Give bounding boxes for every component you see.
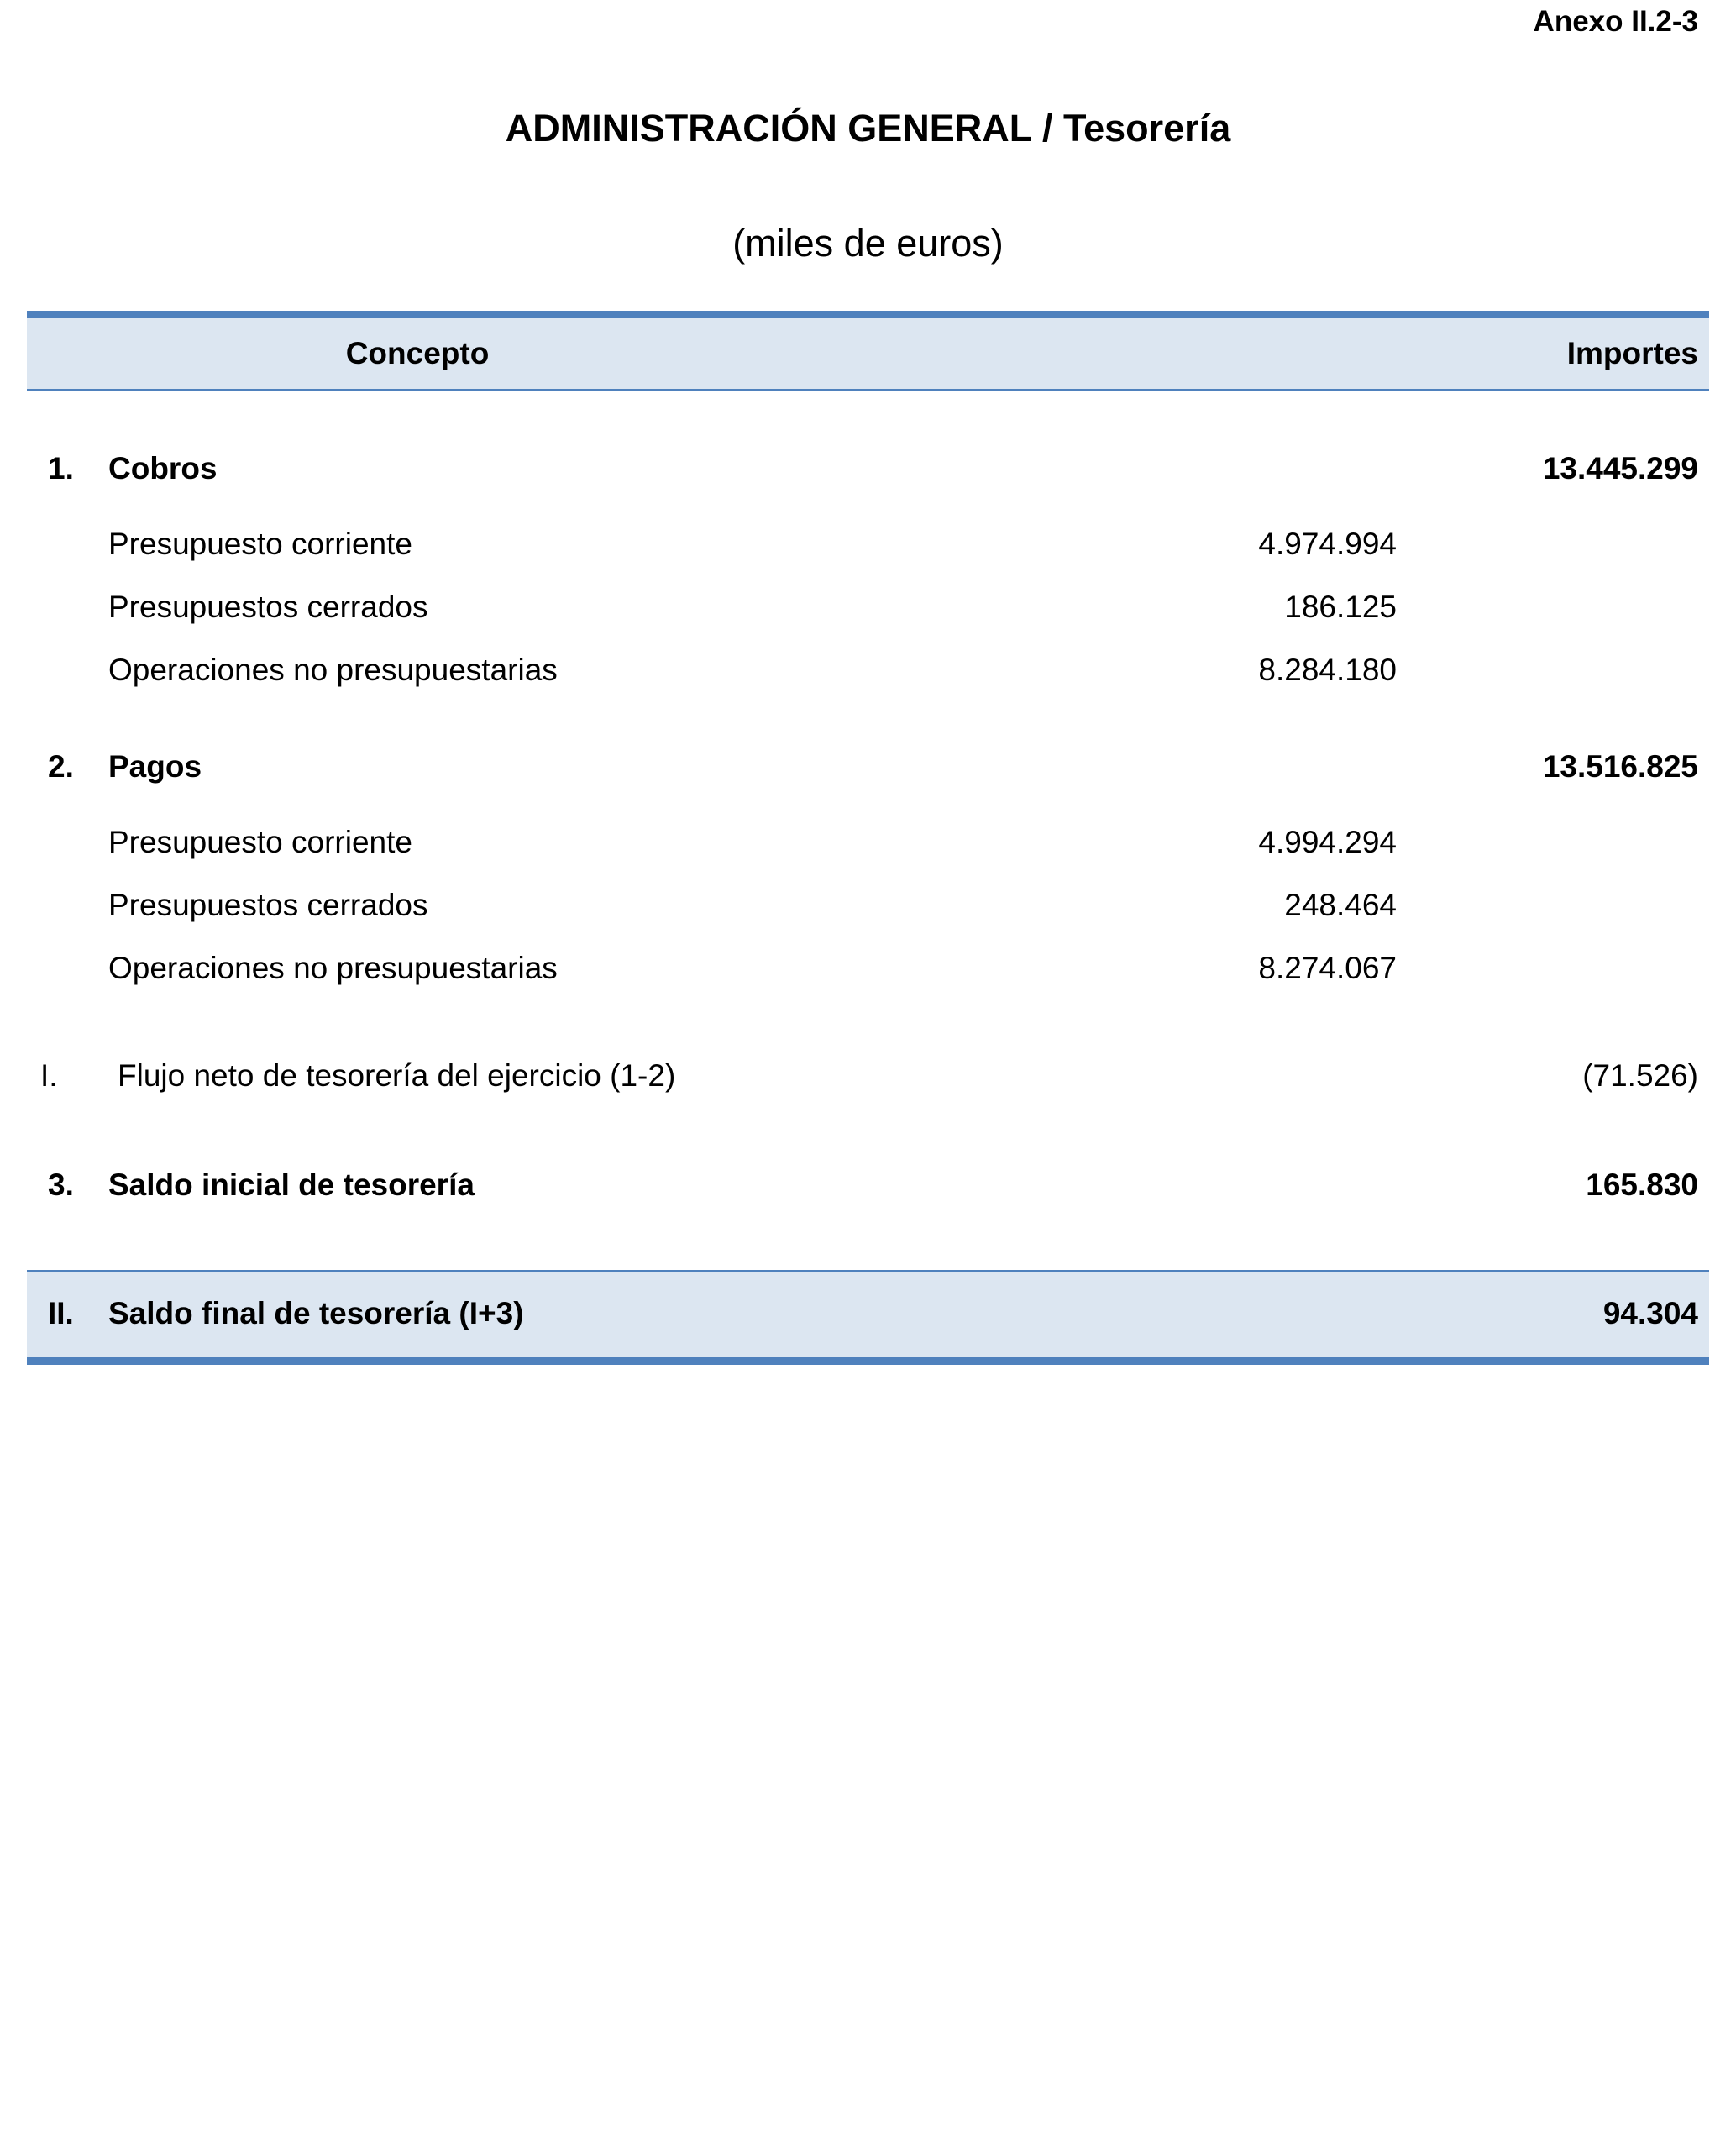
row-total: 165.830 [1586,1167,1698,1202]
row-total: 13.516.825 [1542,749,1698,784]
row-value: 186.125 [1284,590,1397,624]
row-number: 2. [48,749,74,784]
table-header [27,311,1709,391]
row-value: 248.464 [1284,888,1397,922]
row-total: 13.445.299 [1542,451,1698,485]
saldo-final-row [27,1270,1709,1365]
row-label: Saldo inicial de tesorería [108,1167,475,1202]
row-label: Cobros [108,451,218,485]
row-number: 1. [48,451,74,485]
row-value: 4.994.294 [1258,825,1397,859]
row-label: Presupuestos cerrados [108,590,428,624]
row-number: II. [48,1296,74,1330]
header-importes: Importes [1566,336,1698,370]
header-concepto: Concepto [345,336,490,370]
row-label: Flujo neto de tesorería del ejercicio (1-2) [118,1058,676,1093]
page-title: ADMINISTRACIÓN GENERAL / Tesorería [505,107,1231,150]
row-label: Saldo final de tesorería (I+3) [108,1296,524,1330]
row-label: Presupuesto corriente [108,825,412,859]
row-label: Operaciones no presupuestarias [108,951,558,985]
row-value: 4.974.994 [1258,527,1397,561]
row-label: Pagos [108,749,202,784]
row-number: I. [40,1058,58,1093]
row-label: Presupuesto corriente [108,527,412,561]
row-number: 3. [48,1167,74,1202]
row-total: (71.526) [1582,1058,1698,1093]
row-total: 94.304 [1602,1296,1698,1330]
row-value: 8.274.067 [1258,951,1397,985]
annex-reference: Anexo II.2-3 [1533,5,1698,38]
row-label: Presupuestos cerrados [108,888,428,922]
row-value: 8.284.180 [1258,653,1397,687]
page-subtitle: (miles de euros) [732,222,1004,265]
row-label: Operaciones no presupuestarias [108,653,558,687]
